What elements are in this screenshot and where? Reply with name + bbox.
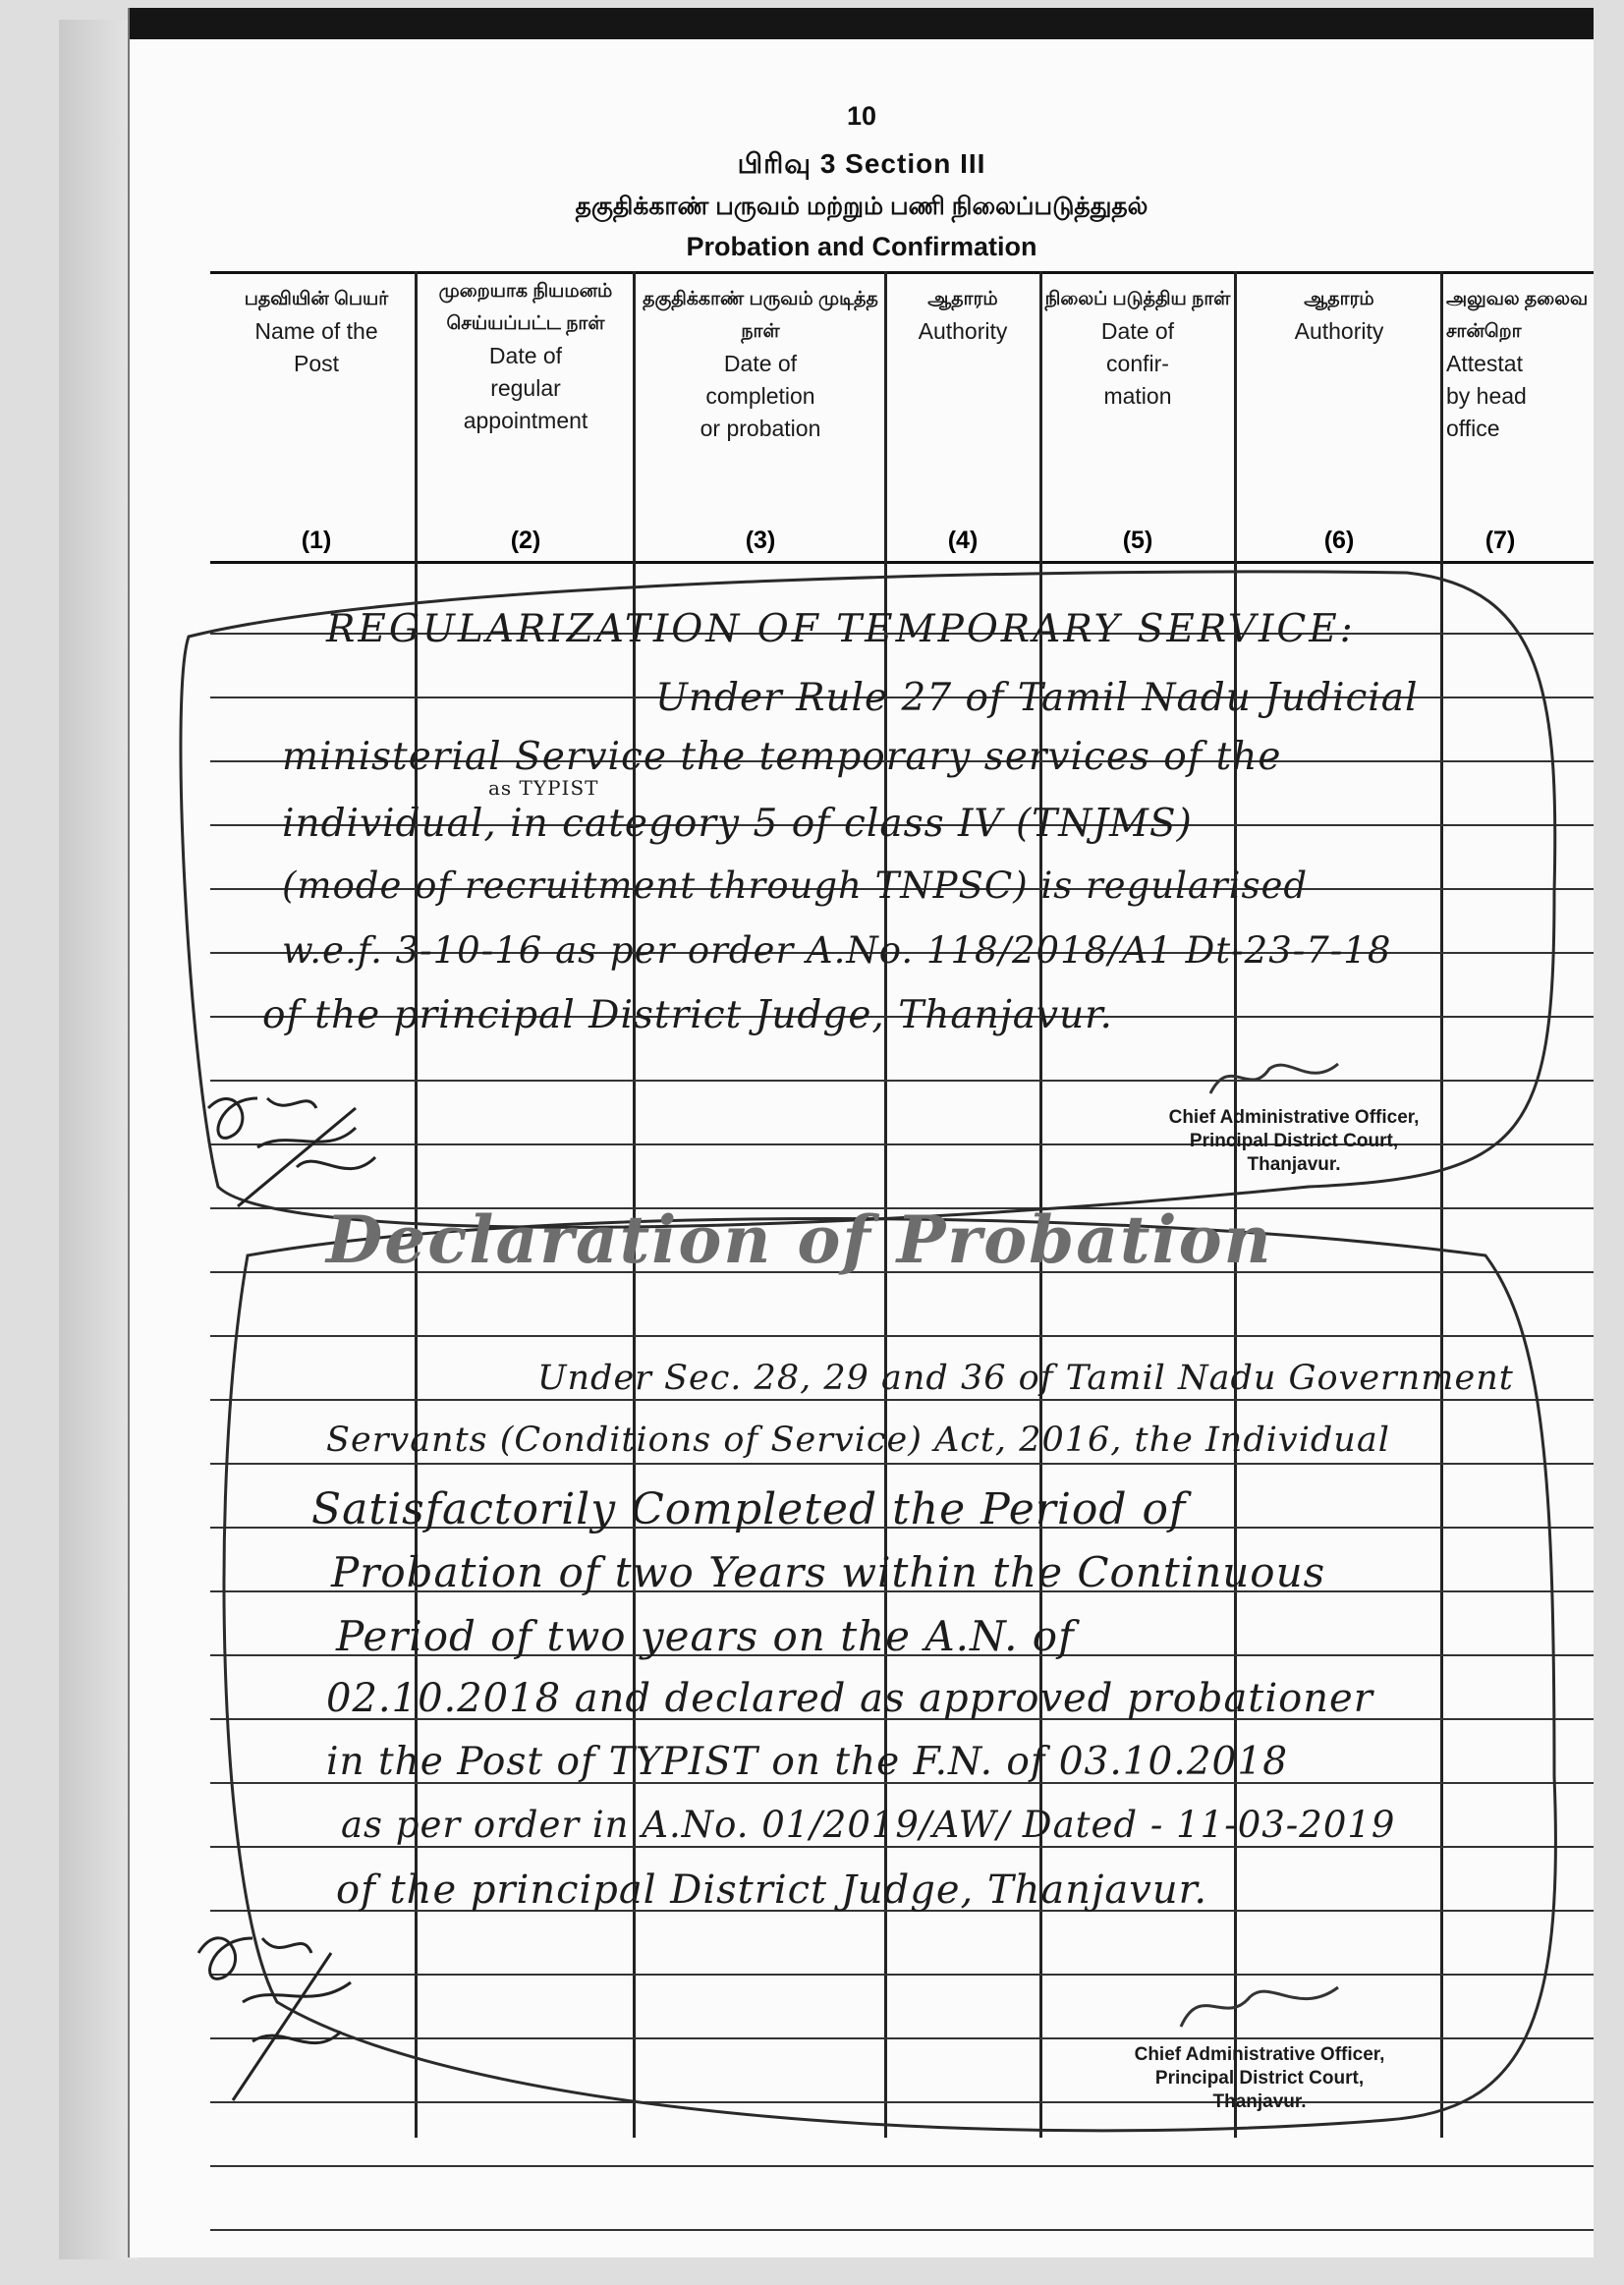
column-number-7: (7) <box>1484 527 1516 554</box>
entry2-line-1: Under Sec. 28, 29 and 36 of Tamil Nadu Government <box>537 1359 1514 1398</box>
entry1-insertion: as TYPIST <box>488 776 599 800</box>
entry2-line-5: Period of two years on the A.N. of <box>336 1612 1075 1660</box>
entry2-line-6: 02.10.2018 and declared as approved probationer <box>326 1676 1373 1721</box>
section-heading: பிரிவு 3 Section III <box>737 148 986 179</box>
entry2-officer-signature <box>1171 1973 1368 2041</box>
entry1-official-stamp: Chief Administrative Officer, Principal District Court, Thanjavur. <box>1168 1107 1420 1175</box>
entry1-line-5: w.e.f. 3-10-16 as per order A.No. 118/2018/A1 Dt-23-7-18 <box>282 929 1392 972</box>
column-header-6: ஆதாரம் Authority <box>1294 289 1384 344</box>
column-number-3: (3) <box>745 527 776 554</box>
column-header-7: அலுவல தலைவ சான்றொ Attestat by head office <box>1446 289 1589 441</box>
entry2-line-4: Probation of two Years within the Continuous <box>331 1548 1326 1596</box>
column-header-5: நிலைப் படுத்திய நாள் Date of confir- mation <box>1044 289 1231 409</box>
entry2-official-stamp: Chief Administrative Officer, Principal District Court, Thanjavur. <box>1134 2044 1385 2112</box>
entry1-heading: REGULARIZATION OF TEMPORARY SERVICE: <box>326 607 1356 651</box>
entry1-line-6: of the principal District Judge, Thanjavur. <box>262 993 1113 1037</box>
entry1-officer-signature <box>1201 1049 1358 1108</box>
entry2-line-8: as per order in A.No. 01/2019/AW/ Dated - 11-03-2019 <box>341 1804 1396 1846</box>
entry2-initials-signature <box>184 1894 380 2110</box>
column-header-4: ஆதாரம் Authority <box>918 289 1008 344</box>
entry1-line-1: Under Rule 27 of Tamil Nadu Judicial <box>655 676 1419 720</box>
entry1-initials-signature <box>198 1069 395 1216</box>
column-number-6: (6) <box>1323 527 1355 554</box>
column-number-5: (5) <box>1122 527 1153 554</box>
column-header-3: தகுதிக்காண் பருவம் முடித்த நாள் Date of completion or probation <box>643 289 878 441</box>
service-register-page <box>128 8 1594 2257</box>
entry1-line-2: ministerial Service the temporary services of the <box>282 735 1282 779</box>
entry1-line-3: individual, in category 5 of class IV (TNJMS) <box>282 802 1193 846</box>
column-header-1: பதவியின் பெயர் Name of the Post <box>244 289 389 376</box>
column-number-2: (2) <box>510 527 541 554</box>
column-number-4: (4) <box>947 527 979 554</box>
underlying-page-edge <box>59 20 138 2259</box>
column-number-1: (1) <box>301 527 332 554</box>
column-header-2: முறையாக நியமனம் செய்யப்பட்ட நாள் Date of regular appointment <box>438 281 613 433</box>
page-number: 10 <box>846 101 877 131</box>
title-tamil: தகுதிக்காண் பருவம் மற்றும் பணி நிலைப்படுத்துதல் <box>575 193 1148 220</box>
title-english: Probation and Confirmation <box>686 232 1037 261</box>
entry2-line-7: in the Post of TYPIST on the F.N. of 03.10.2018 <box>326 1740 1289 1784</box>
entry1-line-4: (mode of recruitment through TNPSC) is regularised <box>282 864 1309 907</box>
entry2-line-2: Servants (Conditions of Service) Act, 2016, the Individual <box>326 1421 1390 1460</box>
entry2-line-3: Satisfactorily Completed the Period of <box>311 1484 1187 1534</box>
entry2-line-9: of the principal District Judge, Thanjavur. <box>336 1867 1208 1913</box>
entry2-heading: Declaration of Probation <box>326 1201 1273 1278</box>
